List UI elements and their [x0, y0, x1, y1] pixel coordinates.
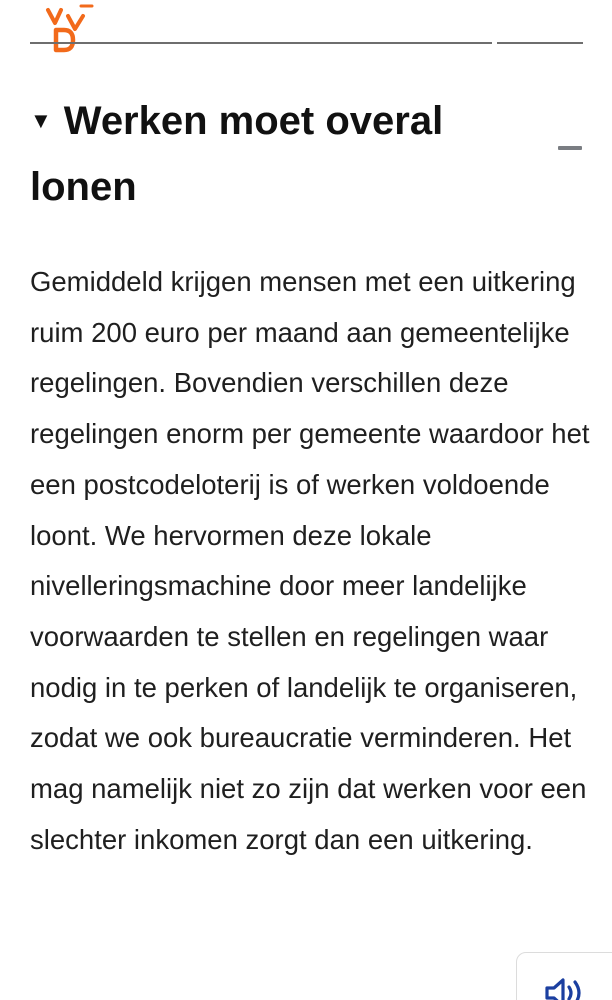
- section-heading[interactable]: [30, 88, 530, 220]
- minus-icon[interactable]: [558, 146, 582, 150]
- vvd-logo-icon[interactable]: [42, 2, 96, 54]
- section-body: Gemiddeld krijgen mensen met een uitkering ruim 200 euro per maand aan gemeentelijke regelingen. Bovendien verschillen deze regelingen enorm per gemeente waardoor het een postcodeloterij is of werken voldoende loont. We hervormen deze lokale nivelleringsmachine door meer landelijke voorwaarden te stellen en regelingen waar nodig in te perken of landelijk te organiseren, zodat we ook bureaucratie verminderen. Het mag namelijk niet zo zijn dat werken voor een slechter inkomen zorgt dan een uitkering.: [30, 266, 590, 855]
- header-divider-right: [497, 42, 583, 44]
- audio-player-button[interactable]: [516, 952, 612, 1000]
- triangle-down-icon[interactable]: ▼: [30, 108, 52, 133]
- header: [0, 0, 612, 60]
- speaker-icon: [543, 975, 591, 1000]
- section-title: Werken moet overal lonen: [30, 99, 444, 209]
- header-divider: [30, 42, 492, 44]
